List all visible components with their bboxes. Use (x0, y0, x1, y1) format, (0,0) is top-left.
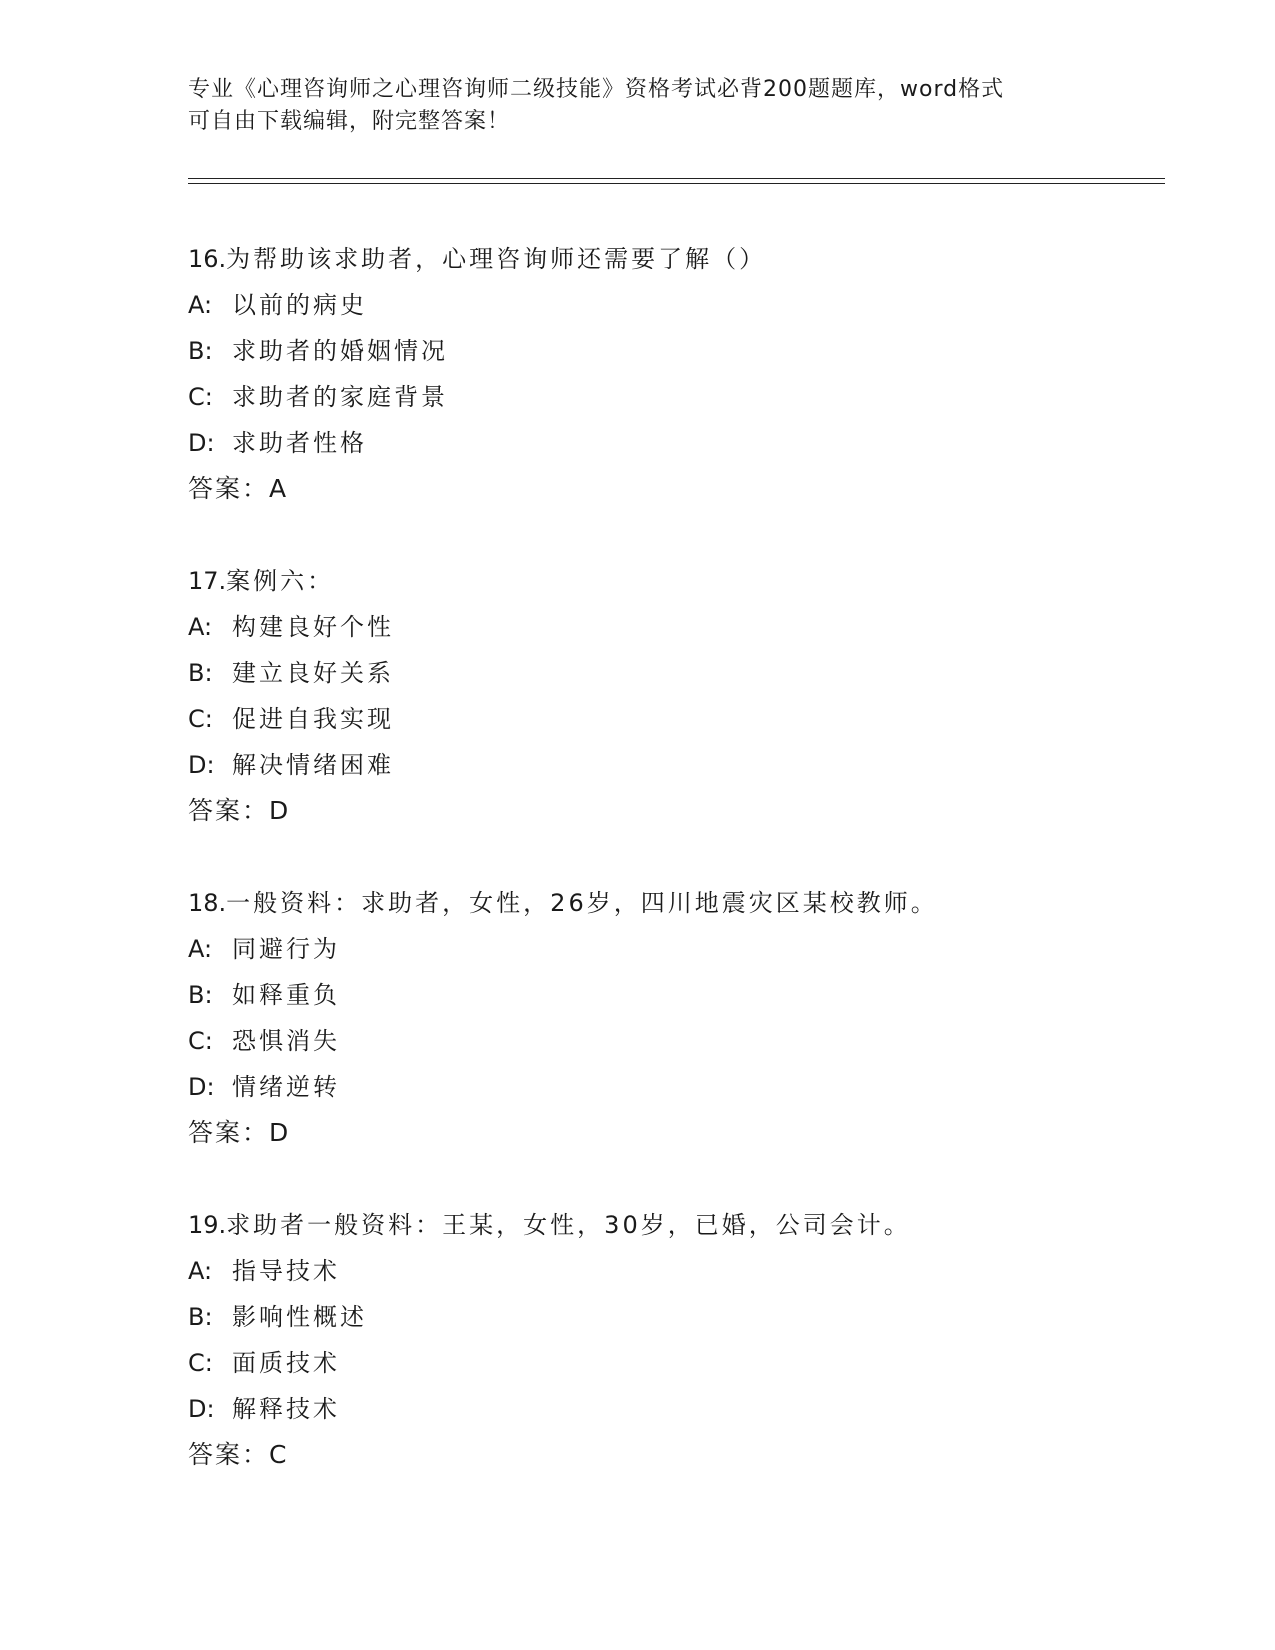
option-letter: D: (188, 751, 215, 779)
option-letter: B: (188, 1303, 213, 1331)
option-text: 构建良好个性 (232, 613, 394, 641)
option-c (188, 374, 1168, 420)
option-b (188, 328, 1168, 374)
option-c (188, 1018, 1168, 1064)
question-18 (188, 880, 1168, 1156)
option-a (188, 604, 1168, 650)
option-text: 情绪逆转 (232, 1073, 340, 1101)
option-d (188, 1386, 1168, 1432)
header-title-line-1: 专业《心理咨询师之心理咨询师二级技能》资格考试必背200题题库，word格式 (188, 77, 1005, 102)
header-divider-bottom (188, 183, 1165, 184)
option-text: 解释技术 (232, 1395, 340, 1423)
option-letter: A: (188, 291, 213, 319)
option-b (188, 972, 1168, 1018)
document-header (188, 74, 1088, 138)
option-letter: B: (188, 337, 213, 365)
header-divider-top (188, 178, 1165, 179)
question-text: 案例六： (226, 567, 335, 595)
answer-label: 答案：D (188, 796, 291, 825)
option-text: 求助者的婚姻情况 (232, 337, 448, 365)
option-a (188, 926, 1168, 972)
question-number: 19. (188, 1211, 227, 1239)
question-stem (188, 880, 1168, 926)
option-b (188, 650, 1168, 696)
question-text: 为帮助该求助者，心理咨询师还需要了解（） (226, 245, 767, 273)
option-b (188, 1294, 1168, 1340)
question-stem (188, 1202, 1168, 1248)
answer-label: 答案：C (188, 1440, 289, 1469)
option-text: 面质技术 (232, 1349, 340, 1377)
answer-label: 答案：A (188, 474, 289, 503)
answer-label: 答案：D (188, 1118, 291, 1147)
option-letter: A: (188, 935, 213, 963)
question-19 (188, 1202, 1168, 1478)
option-text: 影响性概述 (232, 1303, 367, 1331)
option-text: 求助者的家庭背景 (232, 383, 448, 411)
option-text: 求助者性格 (232, 429, 367, 457)
option-c (188, 696, 1168, 742)
question-text: 求助者一般资料：王某，女性，30岁，已婚，公司会计。 (226, 1211, 911, 1239)
question-number: 18. (188, 889, 227, 917)
question-number: 16. (188, 245, 227, 273)
option-letter: B: (188, 981, 213, 1009)
option-text: 如释重负 (232, 981, 340, 1009)
option-letter: C: (188, 383, 213, 411)
option-letter: C: (188, 705, 213, 733)
question-text: 一般资料：求助者，女性，26岁，四川地震灾区某校教师。 (226, 889, 938, 917)
option-a (188, 1248, 1168, 1294)
option-text: 同避行为 (232, 935, 340, 963)
option-text: 指导技术 (232, 1257, 340, 1285)
option-text: 恐惧消失 (232, 1027, 340, 1055)
option-text: 解决情绪困难 (232, 751, 394, 779)
question-17 (188, 558, 1168, 834)
option-letter: A: (188, 1257, 213, 1285)
option-letter: A: (188, 613, 213, 641)
header-title-line-2: 可自由下载编辑，附完整答案！ (188, 109, 511, 134)
option-text: 以前的病史 (232, 291, 367, 319)
question-list (188, 236, 1168, 1524)
option-text: 建立良好关系 (232, 659, 394, 687)
option-d (188, 1064, 1168, 1110)
option-text: 促进自我实现 (232, 705, 394, 733)
question-stem (188, 236, 1168, 282)
option-letter: B: (188, 659, 213, 687)
option-letter: C: (188, 1027, 213, 1055)
option-a (188, 282, 1168, 328)
option-c (188, 1340, 1168, 1386)
question-number: 17. (188, 567, 227, 595)
option-letter: C: (188, 1349, 213, 1377)
option-letter: D: (188, 1395, 215, 1423)
option-letter: D: (188, 1073, 215, 1101)
option-d (188, 742, 1168, 788)
option-letter: D: (188, 429, 215, 457)
question-stem (188, 558, 1168, 604)
question-16 (188, 236, 1168, 512)
option-d (188, 420, 1168, 466)
